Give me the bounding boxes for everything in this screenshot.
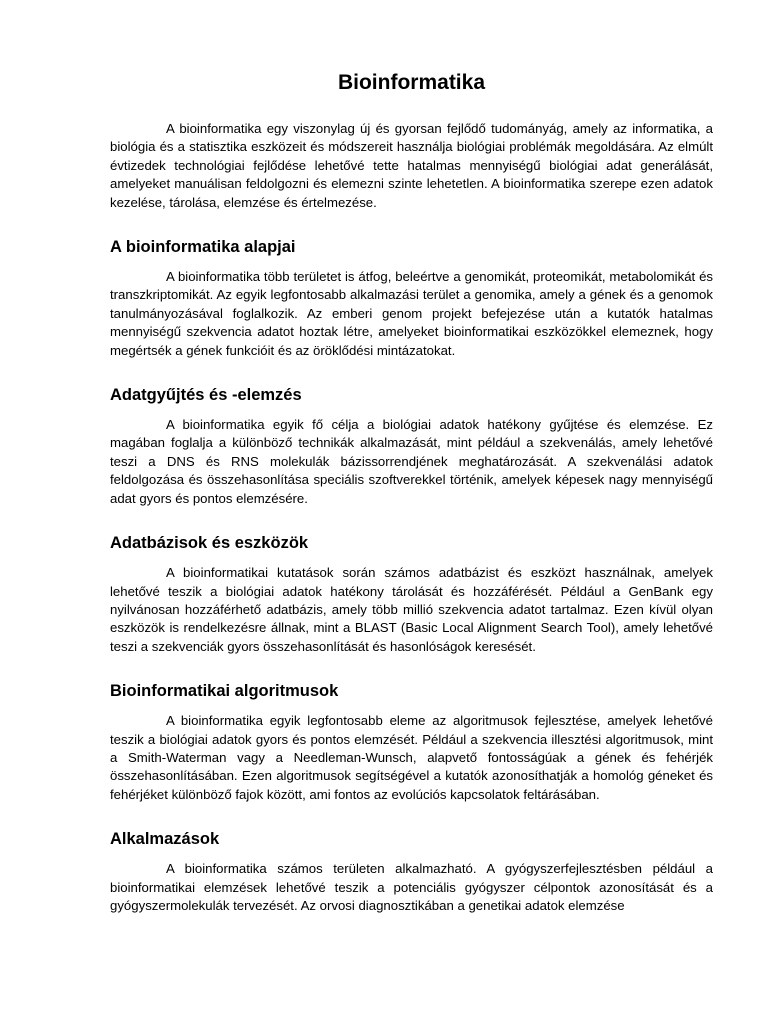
section-paragraph-adatgyujtes: A bioinformatika egyik fő célja a biológiai adatok hatékony gyűjtése és elemzése. Ez magában foglalja a különböző technikák alkalmazását, mint például a szekvenálás, amely lehetővé teszi a DNS és RNS molekulák bázissorrendjének meghatározását. A szekvenálási adatok feldolgozása és összehasonlítása speciális szoftverekkel történik, amelyek képesek nagy mennyiségű adat gyors és pontos elemzésére.: [110, 417, 713, 506]
section-heading-algoritmusok: Bioinformatikai algoritmusok: [110, 682, 339, 701]
intro-paragraph: A bioinformatika egy viszonylag új és gyorsan fejlődő tudományág, amely az informatika, a biológia és a statisztika eszközeit és módszereit használja biológiai problémák megoldására. Az elmúlt évtizedek technológiai fejlődése lehetővé tette hatalmas mennyiségű biológiai adat generálását, amelyeket manuálisan feldolgozni és elemezni szinte lehetetlen. A bioinformatika szerepe ezen adatok kezelése, tárolása, elemzése és értelmezése.: [110, 121, 713, 210]
document-page: [110, 0, 713, 915]
section-heading-adatgyujtes: Adatgyűjtés és -elemzés: [110, 386, 302, 405]
section-heading-alapjai: A bioinformatika alapjai: [110, 238, 296, 257]
section-paragraph-alkalmazasok: A bioinformatika számos területen alkalmazható. A gyógyszerfejlesztésben például a bioinformatikai elemzések lehetővé teszik a potenciális gyógyszer célpontok azonosítását és a gyógyszermolekulák tervezését. Az orvosi diagnosztikában a genetikai adatok elemzése: [110, 861, 713, 913]
section-heading-adatbazisok: Adatbázisok és eszközök: [110, 534, 309, 553]
section-paragraph-algoritmusok: A bioinformatika egyik legfontosabb eleme az algoritmusok fejlesztése, amelyek lehetővé teszik a biológiai adatok gyors és pontos elemzését. Például a szekvencia illesztési algoritmusok, mint a Smith-Waterman vagy a Needleman-Wunsch, alapvető fontosságúak a gének és fehérjék összehasonlításában. Ezen algoritmusok segítségével a kutatók azonosíthatják a homológ géneket és fehérjéket különböző fajok között, ami fontos az evolúciós kapcsolatok feltárásában.: [110, 713, 713, 802]
section-heading-alkalmazasok: Alkalmazások: [110, 830, 220, 849]
section-paragraph-adatbazisok: A bioinformatikai kutatások során számos adatbázist és eszközt használnak, amelyek lehetővé teszik a biológiai adatok hatékony tárolását és hozzáférését. Például a GenBank egy nyilvánosan hozzáférhető adatbázis, amely több millió szekvencia adatot tartalmaz. Ezen kívül olyan eszközök is rendelkezésre állnak, mint a BLAST (Basic Local Alignment Search Tool), amely lehetővé teszi a szekvenciák gyors összehasonlítását és hasonlóságok keresését.: [110, 565, 713, 654]
section-paragraph-alapjai: A bioinformatika több területet is átfog, beleértve a genomikát, proteomikát, metabolomikát és transzkriptomikát. Az egyik legfontosabb alkalmazási terület a genomika, amely a gének és a genomok tanulmányozásával foglalkozik. Az emberi genom projekt befejezése után a kutatók hatalmas mennyiségű szekvencia adatot hoztak létre, amelyeket bioinformatikai eszközökkel elemeznek, hogy megértsék a gének funkcióit és az öröklődési mintázatokat.: [110, 269, 713, 358]
document-title: Bioinformatika: [337, 71, 486, 94]
